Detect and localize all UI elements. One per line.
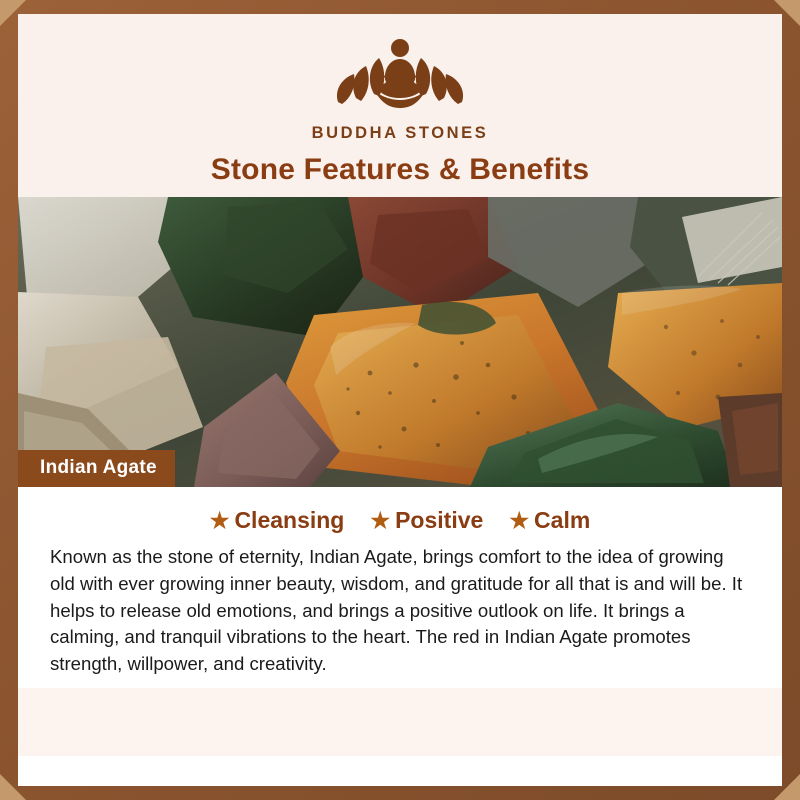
page-title: Stone Features & Benefits [210,153,590,186]
header [18,14,782,197]
benefit-tag-label: Calm [534,507,591,533]
brand-name: BUDDHA STONES [311,124,489,142]
benefit-tag-label: Cleansing [234,507,345,533]
star-icon: ★ [209,507,230,533]
benefit-tag-label: Positive [395,507,484,533]
brand-logo [312,28,489,143]
star-icon: ★ [370,507,391,533]
raw-indian-agate-stones-photo [18,197,782,487]
benefit-tag-calm [509,507,590,534]
benefits-section [18,487,782,688]
benefit-tag-cleansing [210,507,345,534]
bottom-white-strip [18,756,782,786]
stone-photo [18,197,782,487]
benefit-tags [38,507,762,534]
content-panel [18,14,782,786]
star-icon: ★ [509,507,530,533]
lotus-meditation-icon [320,28,480,120]
benefit-tag-positive [370,507,483,534]
stone-description: Known as the stone of eternity, Indian Agate, brings comfort to the idea of growing old with ever growing inner beauty, wisdom, and gratitude for all that is and will be. It helps to release old emotions, and brings a positive outlook on life. It brings a calming, and tranquil vibrations to the heart. The red in Indian Agate promotes strength, willpower, and creativity. [50,546,743,675]
stone-name-caption: Indian Agate [18,450,175,487]
